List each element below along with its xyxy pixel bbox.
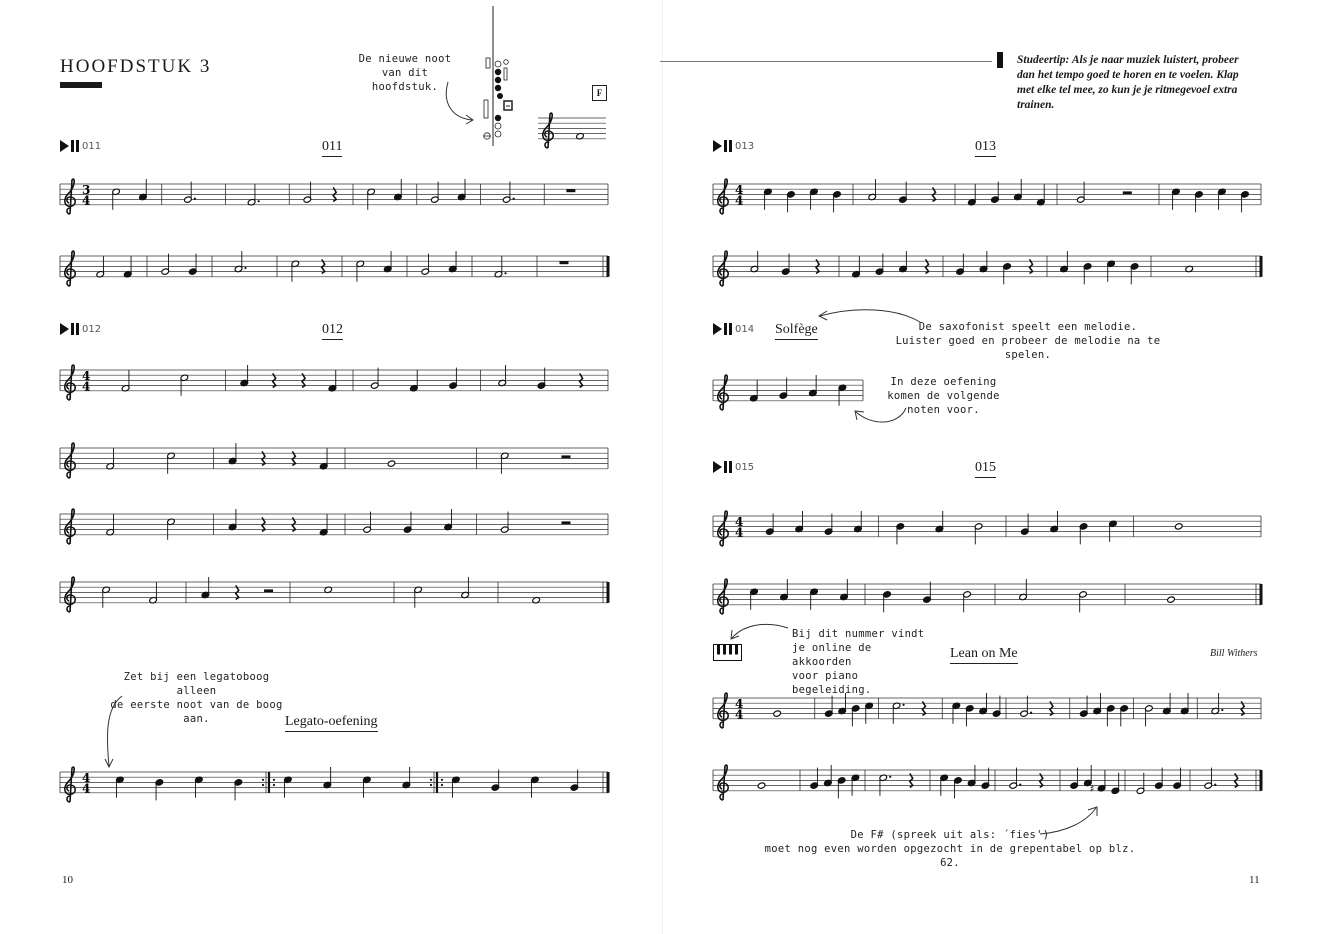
note bbox=[851, 774, 860, 796]
note bbox=[240, 365, 249, 387]
note bbox=[123, 256, 132, 278]
note bbox=[228, 509, 237, 531]
note bbox=[139, 179, 148, 201]
note bbox=[1163, 693, 1172, 715]
note bbox=[387, 460, 396, 467]
new-note-annotation: De nieuwe noot van dit hoofdstuk. bbox=[358, 53, 452, 93]
half-rest bbox=[1123, 191, 1132, 194]
staff-013-line1 bbox=[713, 178, 1273, 228]
note bbox=[1167, 596, 1176, 603]
note bbox=[1145, 705, 1154, 727]
note bbox=[106, 514, 115, 536]
note bbox=[323, 767, 332, 789]
legato-arrow bbox=[100, 694, 130, 770]
notes-hint-annotation: In deze oefening komen de volgende noten voor. bbox=[887, 376, 1000, 416]
note bbox=[1120, 705, 1129, 727]
note bbox=[979, 251, 988, 273]
repeat-dot bbox=[430, 784, 432, 786]
note bbox=[500, 452, 509, 474]
note bbox=[319, 514, 328, 536]
fingering-chart bbox=[480, 6, 520, 146]
track-014[interactable] bbox=[713, 323, 754, 335]
note bbox=[319, 448, 328, 470]
half-rest bbox=[561, 455, 570, 458]
note bbox=[106, 448, 115, 470]
play-pause-icon[interactable] bbox=[60, 323, 79, 335]
note bbox=[421, 254, 430, 276]
note bbox=[410, 370, 419, 392]
staff-013-line2 bbox=[713, 250, 1273, 300]
note bbox=[1079, 523, 1088, 545]
note bbox=[1136, 773, 1145, 795]
note bbox=[155, 779, 164, 801]
staff-011-line2 bbox=[60, 250, 620, 300]
note bbox=[963, 591, 972, 613]
exercise-title: 013 bbox=[975, 139, 996, 157]
page-gutter bbox=[662, 0, 663, 934]
note bbox=[161, 254, 170, 276]
staff-011-line1 bbox=[60, 178, 620, 228]
track-number: 012 bbox=[82, 323, 102, 335]
note bbox=[494, 256, 506, 278]
note bbox=[1080, 696, 1089, 718]
note bbox=[383, 251, 392, 273]
note bbox=[838, 384, 847, 406]
note bbox=[328, 370, 337, 392]
note bbox=[750, 380, 759, 402]
note bbox=[402, 767, 411, 789]
note bbox=[356, 260, 365, 282]
note bbox=[367, 188, 376, 210]
note bbox=[444, 509, 453, 531]
note bbox=[1180, 693, 1189, 715]
note bbox=[956, 254, 965, 276]
track-013[interactable] bbox=[713, 140, 754, 152]
note bbox=[852, 256, 861, 278]
svg-text:♯: ♯ bbox=[1089, 784, 1095, 796]
header-rule bbox=[660, 61, 992, 62]
composer-name: Bill Withers bbox=[1210, 648, 1258, 659]
fsharp-annotation: De F# (spreek uit als: ´fies') moet nog even worden opgezocht in de grepentabel op blz. 62. bbox=[764, 829, 1136, 869]
staff-015-line1 bbox=[713, 510, 1273, 560]
note bbox=[1204, 768, 1216, 790]
track-number: 011 bbox=[82, 140, 102, 152]
note bbox=[448, 251, 457, 273]
note bbox=[531, 776, 540, 798]
note bbox=[1107, 260, 1116, 282]
repeat-dot bbox=[441, 784, 443, 786]
note bbox=[457, 179, 466, 201]
note bbox=[184, 182, 196, 204]
note bbox=[981, 768, 990, 790]
new-note-arrow bbox=[440, 78, 480, 128]
note bbox=[879, 774, 891, 796]
note bbox=[967, 765, 976, 787]
time-signature-bottom: 4 bbox=[82, 193, 91, 208]
time-signature-top: 4 bbox=[735, 182, 744, 197]
note bbox=[228, 443, 237, 465]
note bbox=[837, 777, 846, 799]
staff-012-line2 bbox=[60, 442, 620, 492]
note bbox=[112, 188, 121, 210]
note bbox=[1037, 184, 1046, 206]
repeat-dot bbox=[262, 779, 264, 781]
note bbox=[810, 188, 819, 210]
note bbox=[1195, 191, 1204, 213]
note bbox=[766, 514, 775, 536]
track-015[interactable] bbox=[713, 461, 754, 473]
legato-annotation: Zet bij een legatoboog alleen de eerste noot van de boog aan. bbox=[110, 671, 283, 725]
time-signature-top: 4 bbox=[735, 514, 744, 529]
note bbox=[824, 765, 833, 787]
new-note-staff bbox=[538, 112, 608, 156]
note bbox=[537, 368, 546, 390]
note bbox=[1109, 520, 1118, 542]
note bbox=[303, 182, 312, 204]
note bbox=[1003, 263, 1012, 285]
note bbox=[899, 182, 908, 204]
note bbox=[1106, 705, 1115, 727]
note bbox=[1155, 768, 1164, 790]
play-pause-icon[interactable] bbox=[60, 140, 79, 152]
note bbox=[116, 776, 125, 798]
staff-015-line2 bbox=[713, 578, 1273, 628]
note bbox=[284, 776, 293, 798]
note bbox=[965, 705, 974, 727]
note bbox=[1050, 511, 1059, 533]
note bbox=[935, 511, 944, 533]
note bbox=[809, 375, 818, 397]
note bbox=[838, 693, 847, 715]
staff-lean-line2 bbox=[713, 764, 1273, 814]
note bbox=[851, 705, 860, 727]
note bbox=[899, 251, 908, 273]
note bbox=[291, 260, 300, 282]
half-rest bbox=[264, 589, 273, 592]
note bbox=[370, 368, 379, 390]
piano-keys-icon[interactable] bbox=[713, 644, 743, 662]
repeat-dot bbox=[430, 779, 432, 781]
time-signature-bottom: 4 bbox=[82, 781, 91, 796]
note bbox=[840, 579, 849, 601]
time-signature-top: 4 bbox=[735, 696, 744, 711]
note bbox=[1014, 179, 1023, 201]
note bbox=[787, 191, 796, 213]
note bbox=[461, 577, 470, 599]
note bbox=[102, 586, 111, 608]
play-pause-icon[interactable] bbox=[713, 323, 732, 335]
note bbox=[1060, 251, 1069, 273]
exercise-title: 015 bbox=[975, 460, 996, 478]
staff-012-line3 bbox=[60, 508, 620, 558]
note bbox=[394, 179, 403, 201]
note bbox=[1077, 182, 1086, 204]
note bbox=[883, 591, 892, 613]
note bbox=[773, 710, 782, 717]
note bbox=[795, 511, 804, 533]
time-signature-top: 4 bbox=[82, 770, 91, 785]
note bbox=[779, 378, 788, 400]
piano-hint-annotation: Bij dit nummer vindt je online de akkoorden voor piano begeleiding. bbox=[792, 628, 925, 696]
note bbox=[188, 254, 197, 276]
notes-hint-arrow bbox=[852, 400, 912, 428]
note bbox=[940, 774, 949, 796]
song-title: Lean on Me bbox=[950, 646, 1018, 664]
page-number-left: 10 bbox=[62, 874, 73, 886]
track-number: 015 bbox=[735, 461, 755, 473]
repeat-dot bbox=[262, 784, 264, 786]
note bbox=[431, 182, 440, 204]
note bbox=[1070, 768, 1079, 790]
note bbox=[991, 182, 1000, 204]
note bbox=[1021, 514, 1030, 536]
note bbox=[833, 191, 842, 213]
note bbox=[247, 184, 259, 206]
whole-rest bbox=[566, 189, 575, 192]
exercise-title: 012 bbox=[322, 322, 343, 340]
play-pause-icon[interactable] bbox=[713, 461, 732, 473]
note bbox=[1079, 591, 1088, 613]
note bbox=[96, 256, 105, 278]
repeat-dot bbox=[273, 784, 275, 786]
chapter-title: HOOFDSTUK 3 bbox=[60, 56, 212, 77]
staff-lean-line1 bbox=[713, 692, 1273, 742]
note bbox=[195, 776, 204, 798]
staff-012-line4 bbox=[60, 576, 620, 626]
staff-014 bbox=[713, 374, 873, 424]
note bbox=[974, 523, 983, 545]
note bbox=[363, 512, 372, 534]
note bbox=[1020, 696, 1032, 718]
time-signature-top: 3 bbox=[82, 182, 91, 197]
time-signature-top: 4 bbox=[82, 368, 91, 383]
note bbox=[865, 702, 874, 724]
note bbox=[1130, 263, 1139, 285]
note bbox=[750, 588, 759, 610]
exercise-title: 011 bbox=[322, 139, 342, 157]
note bbox=[452, 776, 461, 798]
note bbox=[121, 370, 130, 392]
note bbox=[491, 770, 500, 792]
note bbox=[234, 779, 243, 801]
chapter-underline bbox=[60, 82, 102, 88]
note bbox=[1019, 579, 1028, 601]
study-tip: Studeertip: Als je naar muziek luistert, probeer dan het tempo goed te horen en te voelen. Klap met elke tel mee, zo kun je je ritmegevoel extra trainen. bbox=[1017, 54, 1239, 111]
track-011[interactable] bbox=[60, 140, 101, 152]
repeat-dot bbox=[441, 779, 443, 781]
note bbox=[952, 702, 961, 724]
whole-rest bbox=[560, 261, 569, 264]
note bbox=[363, 776, 372, 798]
fingering-key-box: F bbox=[592, 85, 607, 101]
time-signature-bottom: 4 bbox=[82, 379, 91, 394]
staff-012-line1 bbox=[60, 364, 620, 414]
note bbox=[875, 254, 884, 276]
track-012[interactable] bbox=[60, 323, 101, 335]
note bbox=[449, 368, 458, 390]
note bbox=[810, 588, 819, 610]
note bbox=[167, 518, 176, 540]
note bbox=[1093, 693, 1102, 715]
time-signature-bottom: 4 bbox=[735, 193, 744, 208]
track-number: 013 bbox=[735, 140, 755, 152]
note bbox=[954, 777, 963, 799]
note bbox=[1111, 773, 1120, 795]
note bbox=[502, 182, 514, 204]
note bbox=[1174, 523, 1183, 530]
exercise-title: Solfège bbox=[775, 322, 818, 340]
note bbox=[750, 251, 759, 273]
note bbox=[1083, 263, 1092, 285]
track-number: 014 bbox=[735, 323, 755, 335]
note bbox=[892, 702, 904, 724]
note bbox=[992, 696, 1001, 718]
note bbox=[757, 782, 766, 789]
play-pause-icon[interactable] bbox=[713, 140, 732, 152]
note bbox=[570, 770, 579, 792]
note bbox=[1211, 693, 1223, 715]
note bbox=[810, 768, 819, 790]
note bbox=[403, 512, 412, 534]
note bbox=[201, 577, 210, 599]
note bbox=[923, 582, 932, 604]
staff-legato bbox=[60, 766, 620, 816]
note bbox=[968, 184, 977, 206]
saxophonist-annotation: De saxofonist speelt een melodie. Luister goed en probeer de melodie na te spelen. bbox=[895, 321, 1161, 361]
note bbox=[868, 179, 877, 201]
note bbox=[414, 586, 423, 608]
exercise-title: Legato-oefening bbox=[285, 714, 378, 732]
time-signature-bottom: 4 bbox=[735, 525, 744, 540]
time-signature-bottom: 4 bbox=[735, 707, 744, 722]
note bbox=[498, 365, 507, 387]
note bbox=[979, 693, 988, 715]
page-number-right: 11 bbox=[1249, 874, 1260, 886]
note bbox=[1218, 188, 1227, 210]
note bbox=[1009, 768, 1021, 790]
note bbox=[180, 374, 189, 396]
note bbox=[1172, 188, 1181, 210]
note bbox=[764, 188, 773, 210]
note bbox=[500, 512, 509, 534]
note bbox=[780, 579, 789, 601]
note bbox=[825, 696, 834, 718]
note bbox=[781, 254, 790, 276]
note bbox=[1090, 770, 1106, 795]
note bbox=[824, 514, 833, 536]
note bbox=[234, 251, 246, 273]
note bbox=[1173, 768, 1182, 790]
note bbox=[167, 452, 176, 474]
half-rest bbox=[561, 521, 570, 524]
note bbox=[896, 523, 905, 545]
tip-marker bbox=[997, 52, 1003, 68]
repeat-dot bbox=[273, 779, 275, 781]
note bbox=[1241, 191, 1250, 213]
note bbox=[149, 582, 158, 604]
note bbox=[854, 511, 863, 533]
